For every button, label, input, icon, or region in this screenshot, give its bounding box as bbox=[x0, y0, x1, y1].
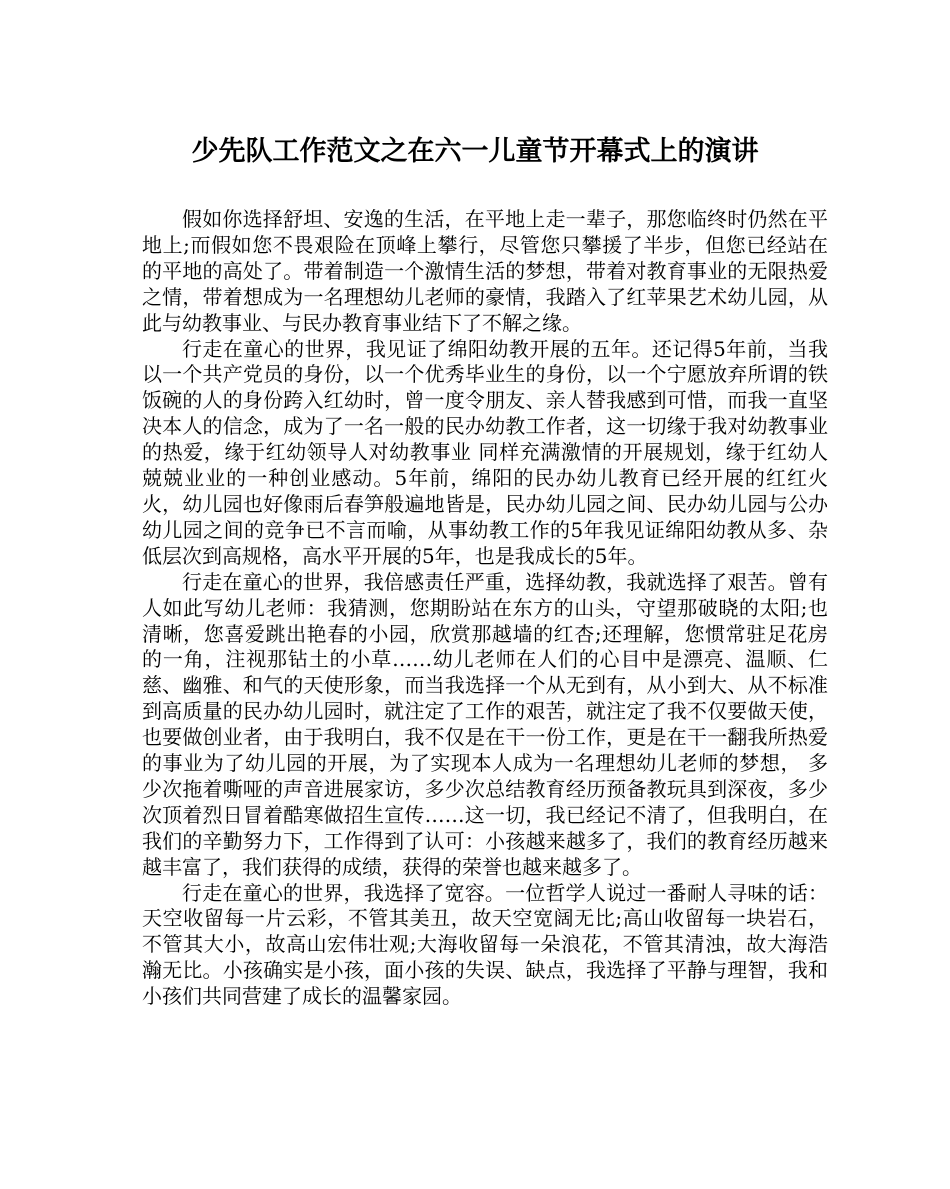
paragraph-2: 行走在童心的世界，我见证了绵阳幼教开展的五年。还记得5年前，当我以一个共产党员的身份，以一个优秀毕业生的身份，以一个宁愿放弃所谓的铁饭碗的人的身份跨入红幼时，曾一度令朋友、亲人替我感到可惜，而我一直坚决本人的信念，成为了一名一般的民办幼教工作者，这一切缘于我对幼教事业的热爱，缘于红幼领导人对幼教事业 同样充满激情的开展规划，缘于红幼人兢兢业业的一种创业感动。5年前，绵阳的民办幼儿教育已经开展的红红火火，幼儿园也好像雨后春笋般遍地皆是，民办幼儿园之间、民办幼儿园与公办幼儿园之间的竞争已不言而喻，从事幼教工作的5年我见证绵阳幼教从多、杂低层次到高规格，高水平开展的5年，也是我成长的5年。 bbox=[142, 336, 828, 568]
paragraph-1: 假如你选择舒坦、安逸的生活，在平地上走一辈子，那您临终时仍然在平地上;而假如您不畏艰险在顶峰上攀行，尽管您只攀援了半步，但您已经站在的平地的高处了。带着制造一个激情生活的梦想，带着对教育事业的无限热爱之情，带着想成为一名理想幼儿老师的豪情，我踏入了红苹果艺术幼儿园，从此与幼教事业、与民办教育事业结下了不解之缘。 bbox=[142, 207, 828, 335]
paragraph-4: 行走在童心的世界，我选择了宽容。一位哲学人说过一番耐人寻味的话：天空收留每一片云彩，不管其美丑，故天空宽阔无比;高山收留每一块岩石，不管其大小，故高山宏伟壮观;大海收留每一朵浪花，不管其清浊，故大海浩瀚无比。小孩确实是小孩，面小孩的失误、缺点，我选择了平静与理智，我和小孩们共同营建了成长的温馨家园。 bbox=[142, 880, 828, 1009]
document-title: 少先队工作范文之在六一儿童节开幕式上的演讲 bbox=[191, 136, 759, 167]
paragraph-3: 行走在童心的世界，我倍感责任严重，选择幼教，我就选择了艰苦。曾有人如此写幼儿老师：我猜测，您期盼站在东方的山头，守望那破晓的太阳;也清晰，您喜爱跳出艳春的小园，欣赏那越墙的红杏;还理解，您惯常驻足花房的一角，注视那钻土的小草……幼儿老师在人们的心目中是漂亮、温顺、仁慈、幽雅、和气的天使形象，而当我选择一个从无到有，从小到大、从不标准到高质量的民办幼儿园时，就注定了工作的艰苦，就注定了我不仅要做天使，也要做创业者，由于我明白，我不仅是在干一份工作，更是在干一翻我所热爱的事业为了幼儿园的开展，为了实现本人成为一名理想幼儿老师的梦想， 多少次拖着嘶哑的声音进展家访，多少次总结教育经历预备教玩具到深夜，多少次顶着烈日冒着酷寒做招生宣传……这一切，我已经记不清了，但我明白，在我们的辛勤努力下，工作得到了认可：小孩越来越多了，我们的教育经历越来越丰富了，我们获得的成绩，获得的荣誉也越来越多了。 bbox=[142, 569, 828, 879]
document-body bbox=[142, 207, 828, 1010]
